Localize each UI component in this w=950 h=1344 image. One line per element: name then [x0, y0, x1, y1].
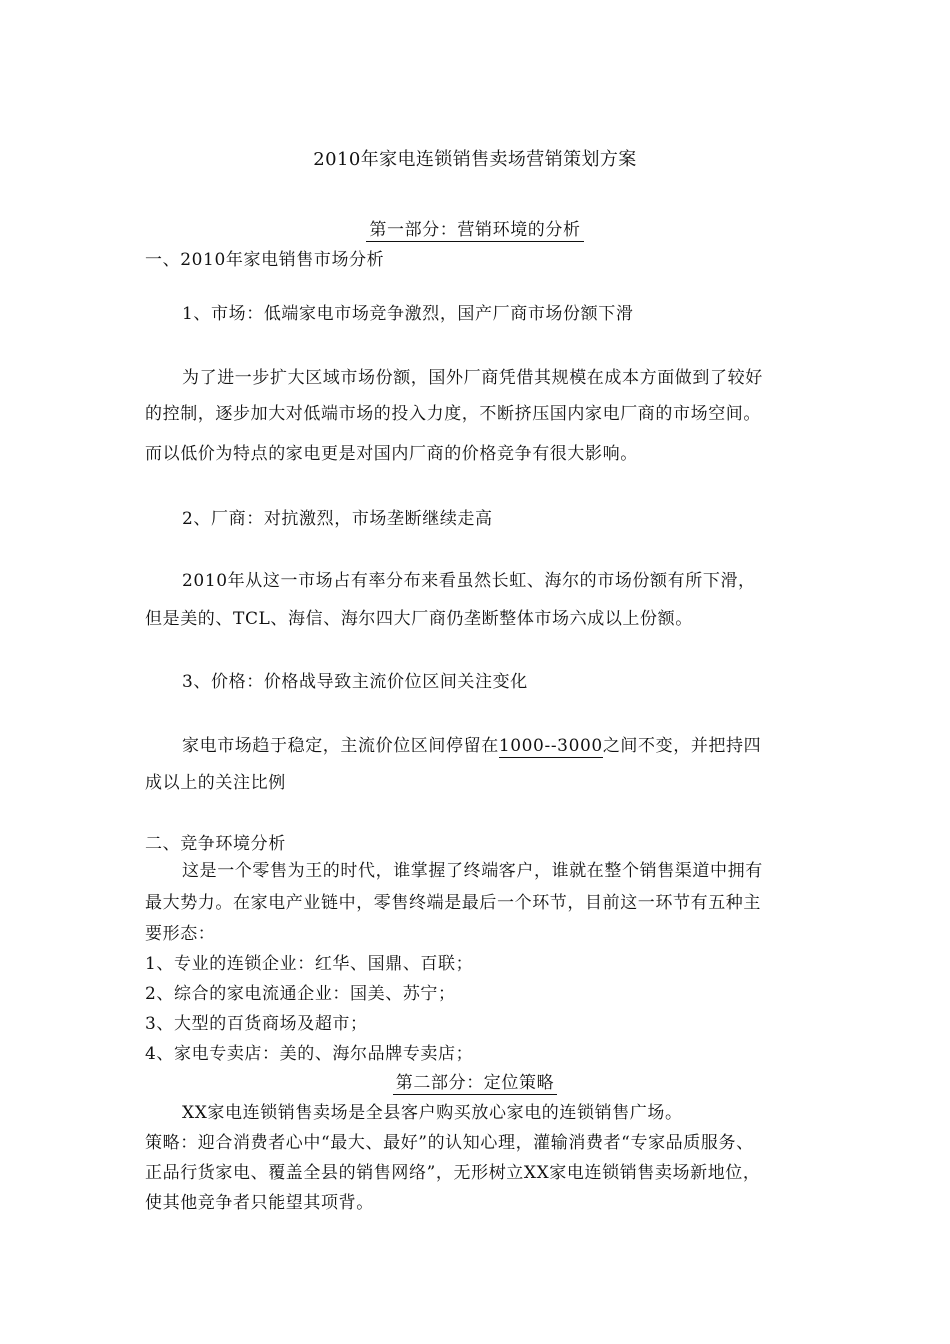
part2-paragraph-line: 使其他竞争者只能望其项背。	[145, 1193, 374, 1213]
item3-text-suffix: 之间不变，并把持四	[602, 736, 762, 756]
list-item: 4、家电专卖店：美的、海尔品牌专卖店；	[145, 1044, 474, 1064]
list-item: 2、综合的家电流通企业：国美、苏宁；	[145, 984, 456, 1004]
item1-paragraph-line: 而以低价为特点的家电更是对国内厂商的价格竞争有很大影响。	[145, 444, 638, 464]
item3-heading: 3、价格：价格战导致主流价位区间关注变化	[182, 672, 528, 692]
item1-paragraph-line: 的控制，逐步加大对低端市场的投入力度，不断挤压国内家电厂商的市场空间。	[145, 404, 761, 424]
list-item: 1、专业的连锁企业：红华、国鼎、百联；	[145, 954, 474, 974]
item3-paragraph-line: 成以上的关注比例	[145, 773, 286, 793]
item2-paragraph-line: 2010年从这一市场占有率分布来看虽然长虹、海尔的市场份额有所下滑，	[182, 571, 756, 591]
part1-heading: 第一部分：营销环境的分析	[366, 219, 583, 242]
section2-paragraph-line: 要形态：	[145, 924, 216, 944]
part2-paragraph-line: 策略：迎合消费者心中“最大、最好”的认知心理，灌输消费者“专家品质服务、	[145, 1133, 754, 1153]
part1-heading-row	[0, 218, 950, 242]
item3-text-prefix: 家电市场趋于稳定，主流价位区间停留在	[182, 736, 499, 756]
item1-paragraph-line: 为了进一步扩大区域市场份额，国外厂商凭借其规模在成本方面做到了较好	[182, 368, 763, 388]
item3-paragraph-line	[182, 734, 950, 758]
part2-paragraph-line: 正品行货家电、覆盖全县的销售网络”，无形树立XX家电连锁销售卖场新地位，	[145, 1163, 761, 1183]
item2-paragraph-line: 但是美的、TCL、海信、海尔四大厂商仍垄断整体市场六成以上份额。	[145, 609, 693, 629]
section2-paragraph-line: 这是一个零售为王的时代，谁掌握了终端客户，谁就在整个销售渠道中拥有	[182, 861, 763, 881]
price-range: 1000--3000	[498, 736, 603, 756]
part2-paragraph-line: XX家电连锁销售卖场是全县客户购买放心家电的连锁销售广场。	[182, 1103, 683, 1123]
part2-heading-row	[0, 1071, 950, 1095]
item1-heading: 1、市场：低端家电市场竞争激烈，国产厂商市场份额下滑	[182, 304, 634, 324]
list-item: 3、大型的百货商场及超市；	[145, 1014, 368, 1034]
part2-heading: 第二部分：定位策略	[393, 1072, 557, 1095]
document-title: 2010年家电连锁销售卖场营销策划方案	[313, 149, 637, 170]
section1-heading: 一、2010年家电销售市场分析	[145, 250, 385, 270]
item2-heading: 2、厂商：对抗激烈，市场垄断继续走高	[182, 509, 493, 529]
section2-heading: 二、竞争环境分析	[145, 834, 286, 854]
section2-paragraph-line: 最大势力。在家电产业链中，零售终端是最后一个环节，目前这一环节有五种主	[145, 893, 761, 913]
